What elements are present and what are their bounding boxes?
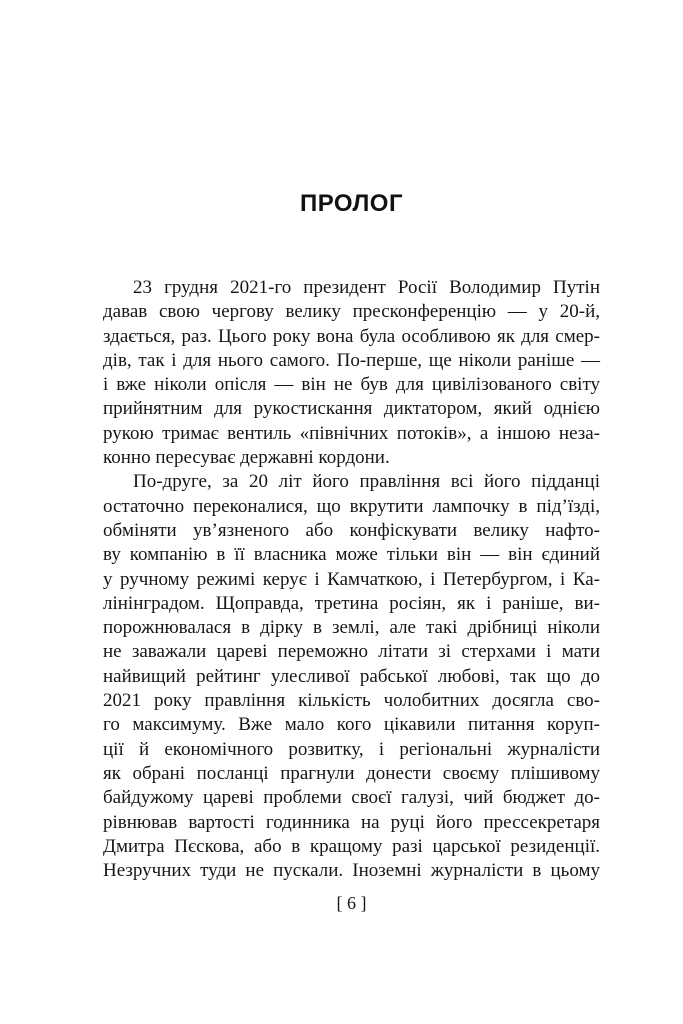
text-line: обміняти ув’язненого або конфіскувати велику нафто- — [103, 519, 600, 541]
text-line: го максимуму. Вже мало кого цікавили питання коруп- — [103, 714, 600, 736]
text-line: рівнював вартості годинника на руці його прессекретаря — [103, 811, 600, 833]
text-line: здається, раз. Цього року вона була особливою як для смер- — [103, 325, 600, 347]
text-line: і вже ніколи опісля — він не був для цивілізованого світу — [103, 374, 600, 396]
text-line: байдужому цареві проблеми своєї галузі, чий бюджет до- — [103, 787, 600, 809]
text-line: порожнювалася в дірку в землі, але такі дрібниці ніколи — [103, 617, 600, 639]
text-line: Незручних туди не пускали. Іноземні журналісти в цьому — [103, 860, 600, 882]
text-line: не заважали цареві переможно літати зі стерхами і мати — [103, 641, 600, 663]
text-line: 23 грудня 2021-го президент Росії Володимир Путін — [133, 277, 600, 298]
text-line: прийнятним для рукостискання диктатором, який однією — [103, 398, 600, 420]
body-text — [103, 276, 600, 883]
chapter-title: ПРОЛОГ — [299, 190, 404, 217]
text-line: 2021 року правління кількість чолобитних досягла сво- — [103, 690, 600, 712]
text-line: остаточно переконалися, що вкрутити лампочку в під’їзді, — [103, 495, 600, 517]
text-line: дів, так і для нього самого. По-перше, ще ніколи раніше — — [103, 349, 600, 371]
text-line: ву компанію в її власника може тільки він — він єдиний — [103, 544, 600, 566]
text-line: давав свою чергову велику пресконференцію — у 20-й, — [103, 301, 600, 323]
page-number: [ 6 ] — [336, 893, 367, 913]
text-line: у ручному режимі керує і Камчаткою, і Петербургом, і Ка- — [103, 568, 600, 590]
text-line: По-друге, за 20 літ його правління всі його підданці — [133, 471, 600, 493]
text-line: конно пересуває державні кордони. — [103, 447, 390, 469]
text-line: найвищий рейтинг улесливої рабської любові, так що до — [103, 665, 600, 687]
text-line: як обрані посланці прагнули донести своєму плішивому — [103, 762, 600, 784]
text-line: лінінградом. Щоправда, третина росіян, як і раніше, ви- — [103, 592, 600, 614]
text-line: ції й економічного розвитку, і регіональні журналісти — [103, 738, 600, 760]
text-line: Дмитра Пєскова, або в кращому разі царської резиденції. — [103, 835, 600, 857]
text-line: рукою тримає вентиль «північних потоків», а іншою неза- — [103, 422, 600, 444]
